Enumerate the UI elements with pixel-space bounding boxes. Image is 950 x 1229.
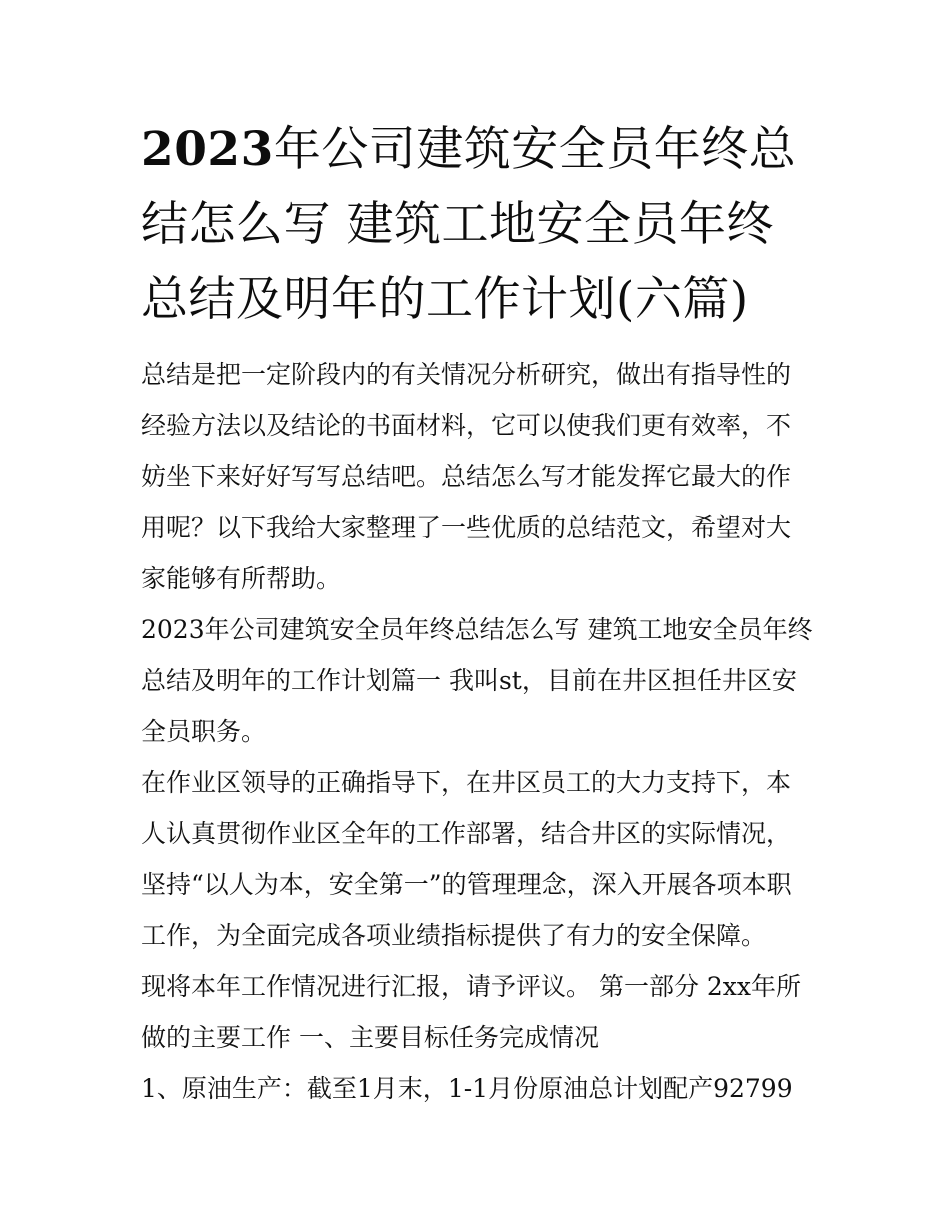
- document-page: [141, 112, 813, 1114]
- paragraph-work-summary: 在作业区领导的正确指导下，在井区员工的大力支持下，本人认真贯彻作业区全年的工作部署，结合井区的实际情况，坚持“以人为本，安全第一”的管理理念，深入开展各项本职工作，为全面完成各项业绩指标提供了有力的安全保障。: [141, 768, 792, 950]
- paragraph-report-intro: 现将本年工作情况进行汇报，请予评议。 第一部分 2xx年所做的主要工作 一、主要目标任务完成情况: [141, 972, 801, 1052]
- title-year: 2023: [141, 122, 274, 177]
- paragraph-heading-part-one: 2023年公司建筑安全员年终总结怎么写 建筑工地安全员年终总结及明年的工作计划篇一 我叫st，目前在井区担任井区安全员职务。: [141, 615, 813, 746]
- paragraph-intro: 总结是把一定阶段内的有关情况分析研究，做出有指导性的经验方法以及结论的书面材料，它可以使我们更有效率，不妨坐下来好好写写总结吧。总结怎么写才能发挥它最大的作用呢？以下我给大家整理了一些优质的总结范文，希望对大家能够有所帮助。: [141, 360, 792, 593]
- title-text: 年公司建筑安全员年终总结怎么写 建筑工地安全员年终总结及明年的工作计划(六篇): [141, 122, 797, 327]
- document-body: [141, 349, 813, 1114]
- paragraph-crude-oil: 1、原油生产：截至1月末，1-1月份原油总计划配产92799: [141, 1074, 793, 1103]
- document-title: [141, 112, 813, 337]
